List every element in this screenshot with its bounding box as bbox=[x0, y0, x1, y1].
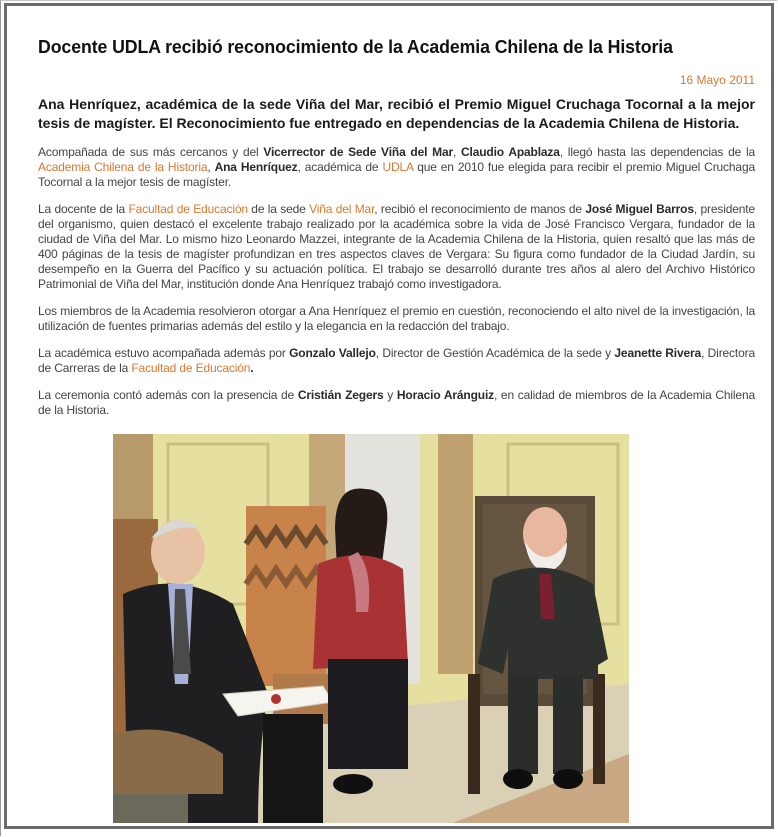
bold-name-text: Vicerrector de Sede Viña del Mar bbox=[263, 145, 453, 159]
bold-name-text: Ana Henríquez bbox=[214, 160, 298, 174]
article-photo bbox=[113, 434, 629, 823]
paragraph-text: Los miembros de la Academia resolvieron otorgar a Ana Henríquez el premio en cuestión, reconociendo el alto nivel de la investigación, la utilización de fuentes primarias además del estilo y la elegancia en la redacción del trabajo. bbox=[38, 304, 755, 333]
paragraph-text: , académica de bbox=[297, 160, 383, 174]
article-paragraph-4 bbox=[38, 346, 755, 376]
article-paragraph-5 bbox=[38, 388, 755, 418]
paragraph-text: La docente de la bbox=[38, 202, 129, 216]
article-paragraph-1 bbox=[38, 145, 755, 190]
article-content bbox=[38, 6, 755, 418]
bold-name-text: Horacio Aránguiz bbox=[396, 388, 494, 402]
bold-name-text: . bbox=[250, 361, 254, 375]
bold-name-text: Claudio Apablaza bbox=[461, 145, 560, 159]
inline-link[interactable]: UDLA bbox=[382, 160, 414, 174]
paragraph-text: y bbox=[383, 388, 397, 402]
bold-name-text: José Miguel Barros bbox=[585, 202, 694, 216]
paragraph-text: , llegó hasta las dependencias de la bbox=[559, 145, 756, 159]
bold-name-text: Cristián Zegers bbox=[297, 388, 384, 402]
article-lead: Ana Henríquez, académica de la sede Viña del Mar, recibió el Premio Miguel Cruchaga Tocornal a la mejor tesis de magíster. El Reconocimiento fue entregado en dependencias de la Academia Chilena de Historia. bbox=[38, 96, 755, 131]
article-card bbox=[4, 3, 774, 829]
paragraph-text: , bbox=[453, 145, 461, 159]
paragraph-text: Acompañada de sus más cercanos y del bbox=[38, 145, 264, 159]
paragraph-text: , bbox=[207, 160, 215, 174]
paragraph-text: La ceremonia contó además con la presencia de bbox=[38, 388, 298, 402]
paragraph-text: , recibió el reconocimiento de manos de bbox=[374, 202, 586, 216]
paragraph-text: , en calidad de miembros de la Academia Chilena de la Historia. bbox=[38, 388, 755, 417]
paragraph-text: , Director de Gestión Académica de la sede y bbox=[375, 346, 615, 360]
article-paragraph-3 bbox=[38, 304, 755, 334]
inline-link[interactable]: Facultad de Educación bbox=[128, 202, 248, 216]
paragraph-text: de la sede bbox=[247, 202, 310, 216]
bold-name-text: Gonzalo Vallejo bbox=[289, 346, 376, 360]
article-date: 16 Mayo 2011 bbox=[679, 73, 755, 87]
inline-link[interactable]: Viña del Mar bbox=[309, 202, 375, 216]
inline-link[interactable]: Facultad de Educación bbox=[131, 361, 251, 375]
paragraph-text: La académica estuvo acompañada además por bbox=[38, 346, 290, 360]
bold-name-text: Jeanette Rivera bbox=[614, 346, 702, 360]
paragraph-text: , Directora de Carreras de la bbox=[38, 346, 755, 375]
paragraph-text: , presidente del organismo, quien destacó el excelente trabajo realizado por la académica sobre la vida de José Francisco Vergara, fundador de la ciudad de Viña del Mar. Lo mismo hizo Leonardo Mazzei, integrante de la Academia Chilena de la Historia, quien resaltó que las más de 400 páginas de la tesis de magíster profundizan en tres aspectos claves de Vergara: Su figura como fundador de la Ciudad Jardín, su desempeño en la Guerra del Pacífico y su actuación política. El trabajo se desarrolló durante tres años al alero del Archivo Histórico Patrimonial de Viña del Mar, institución donde Ana Henríquez trabajó como investigadora. bbox=[38, 202, 756, 291]
inline-link[interactable]: Academia Chilena de la Historia bbox=[38, 160, 208, 174]
article-paragraph-2 bbox=[38, 202, 755, 292]
ceremony-photo-illustration bbox=[113, 434, 629, 823]
paragraph-text: que en 2010 fue elegida para recibir el premio Miguel Cruchaga Tocornal a la mejor tesis de magíster. bbox=[38, 160, 756, 189]
article-title: Docente UDLA recibió reconocimiento de la Academia Chilena de la Historia bbox=[38, 37, 673, 57]
